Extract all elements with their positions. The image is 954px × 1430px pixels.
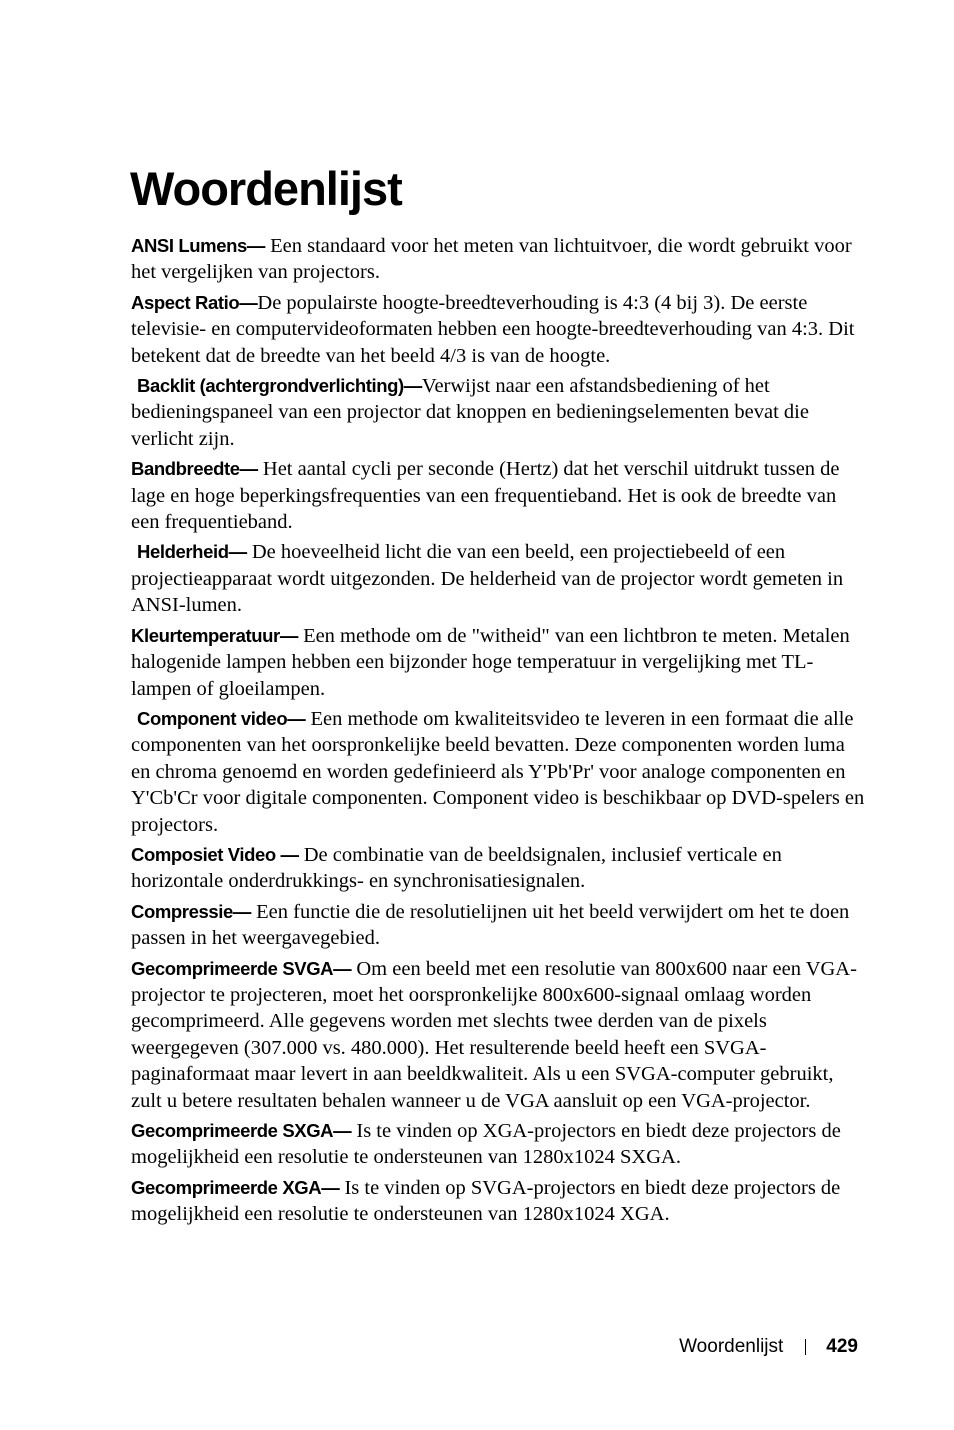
glossary-definition: De populairste hoogte-breedteverhouding is 4:3 (4 bij 3). De eerste televisie- en computervideoformaten hebben een hoogte-breedteverhouding van 4:3. Dit betekent dat de breedte van het beeld 4/3 is van de hoogte. [131, 291, 855, 367]
glossary-term: ANSI Lumens— [131, 235, 265, 256]
footer-section-title: Woordenlijst [679, 1336, 784, 1357]
glossary-term: Kleurtemperatuur— [131, 624, 298, 646]
glossary-term: Composiet Video — [131, 843, 299, 865]
glossary-definition: Een methode om kwaliteitsvideo te leveren in een formaat die alle componenten van het oorspronkelijke beeld bevatten. Deze componenten worden luma en chroma genoemd en worden gedefinieerd als Y'Pb'Pr' voor analoge componenten en Y'Cb'Cr voor digitale componenten. Component video is beschikbaar op DVD-spelers en projectors. [131, 707, 865, 836]
glossary-definition: Een standaard voor het meten van lichtuitvoer, die wordt gebruikt voor het vergelijken van projectors. [131, 235, 852, 284]
glossary-definition: De combinatie van de beeldsignalen, inclusief verticale en horizontale onderdrukkings- en synchronisatiesignalen. [131, 843, 782, 893]
glossary-entry-composiet-video [131, 842, 869, 895]
glossary-term: Bandbreedte— [131, 458, 258, 480]
glossary-term: Backlit (achtergrondverlichting)— [137, 375, 422, 397]
page-number: 429 [826, 1336, 858, 1357]
glossary-entry-aspect-ratio [131, 290, 869, 369]
glossary-entry-helderheid [131, 539, 869, 618]
glossary-entry-gecomprimeerde-xga [131, 1175, 869, 1228]
glossary-entry-ansi-lumens [131, 233, 869, 286]
glossary-definition: Een functie die de resolutielijnen uit het beeld verwijdert om het te doen passen in het weergavegebied. [131, 900, 850, 950]
glossary-term: Helderheid— [137, 541, 247, 563]
glossary-definition: Is te vinden op SVGA-projectors en biedt deze projectors de mogelijkheid een resolutie te ondersteunen van 1280x1024 XGA. [131, 1176, 841, 1226]
glossary-entry-kleurtemperatuur [131, 623, 869, 702]
glossary-term: Gecomprimeerde XGA— [131, 1176, 340, 1198]
glossary-entry-bandbreedte [131, 456, 869, 535]
glossary-term: Compressie— [131, 900, 252, 922]
glossary-term: Aspect Ratio— [131, 291, 258, 313]
glossary-term: Gecomprimeerde SXGA— [131, 1120, 352, 1141]
glossary-entry-component-video [131, 706, 869, 838]
glossary-entry-gecomprimeerde-sxga [131, 1118, 869, 1171]
glossary-entry-compressie [131, 899, 869, 952]
footer-divider [805, 1339, 806, 1355]
glossary-definition: Het aantal cycli per seconde (Hertz) dat het verschil uitdrukt tussen de lage en hoge beperkingsfrequenties van een frequentieband. Het is ook de breedte van een frequentieband. [131, 458, 840, 534]
glossary-definition: De hoeveelheid licht die van een beeld, een projectiebeeld of een projectieapparaat wordt uitgezonden. De helderheid van de projector wordt gemeten in ANSI-lumen. [131, 541, 844, 617]
page-title: Woordenlijst [130, 162, 402, 215]
glossary-term: Component video— [137, 707, 306, 729]
glossary-definition: Is te vinden op XGA-projectors en biedt deze projectors de mogelijkheid een resolutie te ondersteunen van 1280x1024 SXGA. [131, 1120, 841, 1169]
glossary-definition: Om een beeld met een resolutie van 800x600 naar een VGA-projector te projecteren, moet het oorspronkelijke 800x600-signaal omlaag worden gecomprimeerd. Alle gegevens worden met slechts twee derden van de pixels weergegeven (307.000 vs. 480.000). Het resulterende beeld heeft een SVGA-paginaformaat maar levert in aan beeldkwaliteit. Als u een SVGA-computer gebruikt, zult u betere resultaten behalen wanneer u de VGA aansluit op een VGA-projector. [131, 957, 857, 1112]
glossary-term: Gecomprimeerde SVGA— [131, 957, 352, 979]
glossary-entry-gecomprimeerde-svga [131, 956, 869, 1114]
glossary-list [131, 233, 869, 1232]
page-footer [679, 1336, 858, 1358]
glossary-entry-backlit [131, 373, 869, 452]
glossary-definition: Verwijst naar een afstandsbediening of het bedieningspaneel van een projector dat knoppen en bedieningselementen bevat die verlicht zijn. [131, 375, 809, 450]
glossary-definition: Een methode om de "witheid" van een lichtbron te meten. Metalen halogenide lampen hebben een bijzonder hoge temperatuur in vergelijking met TL-lampen of gloeilampen. [131, 624, 850, 700]
